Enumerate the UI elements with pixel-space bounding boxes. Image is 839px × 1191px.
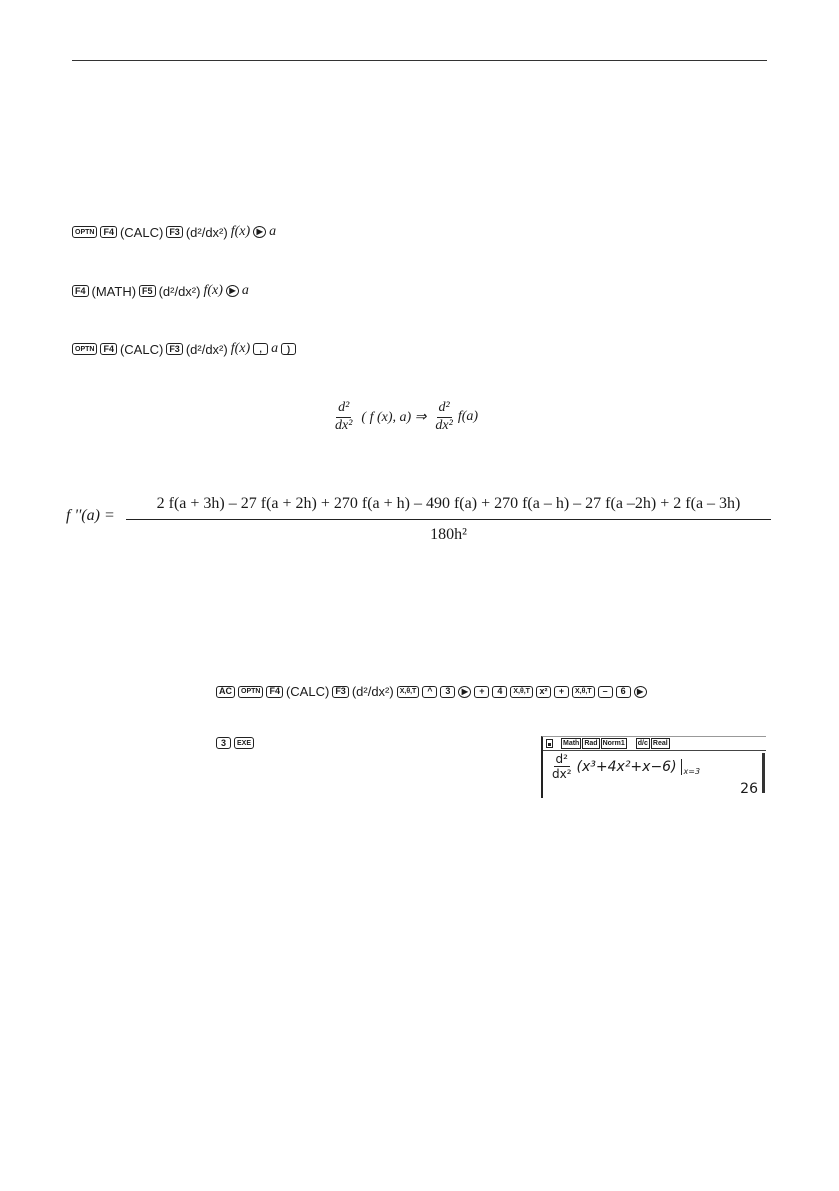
frac-numerator: d² [437, 400, 452, 418]
formula-lhs: f ''(a) = [66, 507, 115, 524]
xot-key: X,θ,T [510, 686, 533, 698]
play-key: ▶ [458, 686, 471, 698]
keystroke-line-2 [72, 283, 252, 299]
d2dx2-label: (d²/dx²) [185, 224, 228, 240]
f4-key: F4 [266, 686, 283, 698]
six-key: 6 [616, 686, 631, 698]
a-text: a [271, 341, 279, 356]
f3-key: F3 [332, 686, 349, 698]
fraction-d2-dx2 [333, 400, 354, 435]
keystroke-line-3 [72, 341, 299, 357]
f4-key: F4 [100, 343, 117, 355]
f4-key: F4 [100, 226, 117, 238]
four-key: 4 [492, 686, 507, 698]
status-tag-norm: Norm1 [602, 740, 625, 747]
simplified-formula [330, 400, 478, 435]
minus-key: – [598, 686, 613, 698]
example-keystrokes-1 [216, 684, 650, 699]
formula-arg: ( f (x), a) ⇒ [361, 409, 427, 425]
fx-text: f(x) [230, 341, 251, 356]
keystroke-line-1 [72, 224, 279, 240]
calculator-screen [541, 736, 766, 798]
fx-text: f(x) [203, 283, 223, 298]
optn-key: OPTN [238, 686, 263, 698]
ac-key: AC [216, 686, 235, 698]
a-text: a [269, 224, 277, 239]
exe-key: EXE [234, 737, 254, 749]
screen-polynomial: (x³+4x²+x−6) [576, 758, 677, 775]
calc-label: (CALC) [285, 684, 330, 699]
xot-key: X,θ,T [397, 686, 420, 698]
status-bar [543, 737, 766, 751]
play-key: ▶ [634, 686, 647, 698]
status-tag-dc: d/c [637, 740, 648, 747]
xot-key: X,θ,T [572, 686, 595, 698]
caret-key: ^ [422, 686, 437, 698]
second-derivative-formula [66, 495, 771, 551]
f3-key: F3 [166, 226, 183, 238]
status-tag-real: Real [652, 740, 668, 747]
screen-scrollbar [762, 753, 765, 793]
d2dx2-label: (d²/dx²) [185, 341, 228, 357]
fraction-d2-dx2-rhs [433, 400, 454, 435]
frac-denominator: dx² [435, 417, 453, 433]
formula-numerator: 2 f(a + 3h) – 27 f(a + 2h) + 270 f(a + h) – 490 f(a) + 270 f(a – h) – 27 f(a –2h) + 2 f(a – 3h) [156, 495, 741, 512]
d2dx2-label: (d²/dx²) [158, 283, 201, 299]
three-key: 3 [216, 737, 231, 749]
frac-numerator: d² [336, 400, 351, 418]
comma-key: , [253, 343, 268, 355]
close-paren-key: ) [281, 343, 296, 355]
a-text: a [241, 283, 249, 298]
plus-key: + [474, 686, 489, 698]
screen-fraction [550, 752, 574, 782]
screen-subscript: x=3 [683, 767, 701, 777]
calc-label: (CALC) [119, 224, 164, 240]
play-key: ▶ [226, 285, 239, 297]
play-key: ▶ [253, 226, 266, 238]
fx-text: f(x) [230, 224, 251, 239]
f3-key: F3 [166, 343, 183, 355]
example-keystrokes-2 [216, 737, 257, 749]
optn-key: OPTN [72, 226, 97, 238]
header-rule [72, 60, 767, 61]
formula-denominator: 180h² [430, 526, 467, 543]
screen-expression [547, 752, 700, 782]
status-tag-math: Math [563, 740, 580, 747]
optn-key: OPTN [72, 343, 97, 355]
fraction-bar [126, 519, 771, 520]
math-label: (MATH) [91, 283, 137, 299]
screen-frac-numerator: d² [555, 752, 568, 766]
battery-icon [546, 739, 553, 748]
x-squared-key: x² [536, 686, 551, 698]
frac-denominator: dx² [335, 417, 353, 433]
f4-key: F4 [72, 285, 89, 297]
evaluation-bar [681, 759, 682, 775]
d2dx2-label: (d²/dx²) [351, 684, 394, 699]
f5-key: F5 [139, 285, 156, 297]
screen-frac-denominator: dx² [552, 767, 572, 782]
three-key: 3 [440, 686, 455, 698]
plus-key: + [554, 686, 569, 698]
formula-rhs: f(a) [457, 409, 479, 425]
status-tag-rad: Rad [584, 740, 598, 747]
screen-result: 26 [740, 781, 758, 797]
calc-label: (CALC) [119, 341, 164, 357]
